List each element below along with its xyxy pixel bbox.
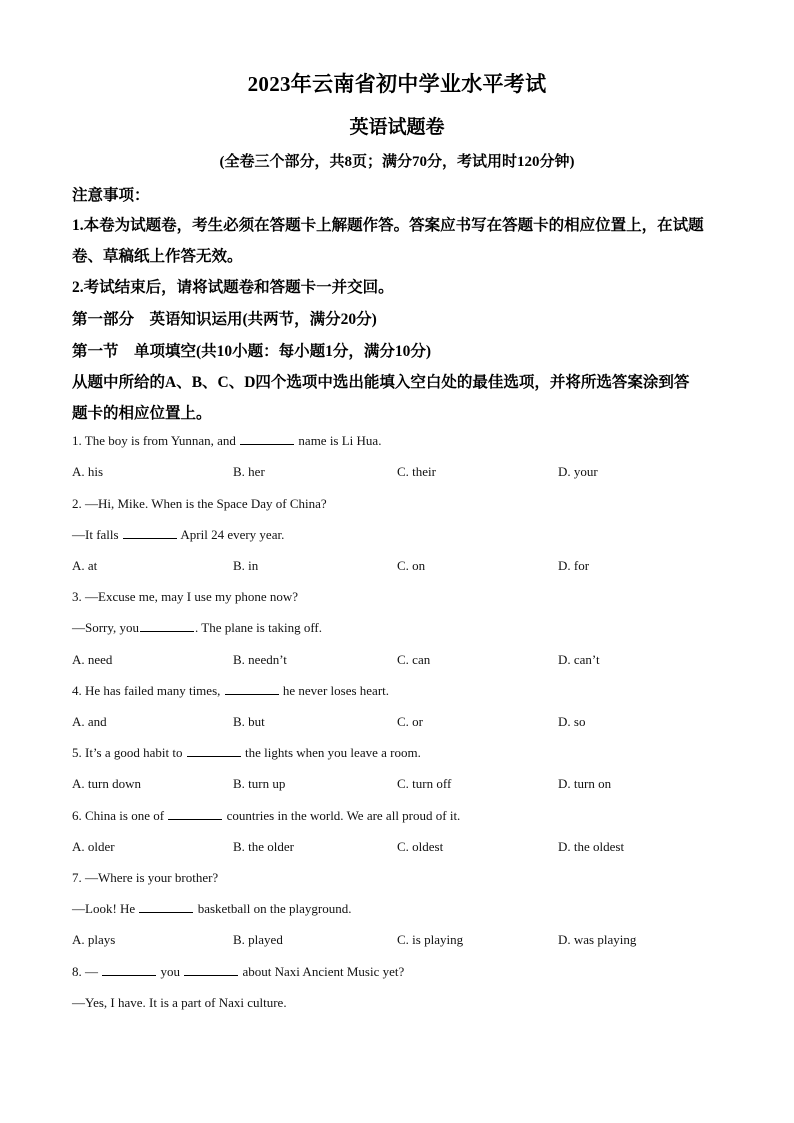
option-d: D. your [558,464,598,479]
instructions-heading: 注意事项： [72,187,150,204]
option-d: D. so [558,714,586,729]
option-c: C. their [397,464,436,479]
question-7-line-1: 7. —Where is your brother? [72,870,219,885]
answer-blank [225,684,279,695]
question-6: 6. China is one of countries in the world. We are all proud of it. [72,808,461,823]
answer-blank [168,809,222,820]
option-d: D. was playing [558,932,637,947]
question-1: 1. The boy is from Yunnan, and name is Li Hua. [72,433,382,448]
question-8-line-1: 8. — you about Naxi Ancient Music yet? [72,964,405,979]
answer-blank [240,434,294,445]
option-a: A. and [72,714,107,729]
option-a: A. turn down [72,776,141,791]
exam-subtitle: 英语试题卷 [349,117,445,138]
section1-heading: 第一节 单项填空(共10小题：每小题1分，满分10分) [72,343,432,360]
directions-line-2: 题卡的相应位置上。 [72,405,212,422]
part1-heading: 第一部分 英语知识运用(共两节，满分20分) [72,311,377,328]
option-b: B. but [233,714,265,729]
option-c: C. or [397,714,423,729]
option-d: D. for [558,558,590,573]
answer-blank [140,621,194,632]
option-b: B. in [233,558,259,573]
option-a: A. his [72,464,104,479]
question-3-line-2: —Sorry, you . The plane is taking off. [72,620,323,635]
question-8-line-2: —Yes, I have. It is a part of Naxi culture. [72,995,287,1010]
question-3-line-1: 3. —Excuse me, may I use my phone now? [72,589,299,604]
question-2-line-2: —It falls April 24 every year. [72,527,285,542]
directions-line-1: 从题中所给的A、B、C、D四个选项中选出能填入空白处的最佳选项，并将所选答案涂到答 [72,374,690,391]
option-c: C. turn off [397,776,452,791]
answer-blank [187,746,241,757]
option-b: B. needn’t [233,652,287,667]
question-5: 5. It’s a good habit to the lights when you leave a room. [72,745,421,760]
instruction-item-2: 2.考试结束后，请将试题卷和答题卡一并交回。 [72,279,394,296]
option-a: A. older [72,839,115,854]
option-b: B. her [233,464,265,479]
option-a: A. at [72,558,98,573]
option-c: C. can [397,652,431,667]
answer-blank [123,528,177,539]
exam-title: 2023年云南省初中学业水平考试 [247,72,547,96]
answer-blank [139,902,193,913]
option-c: C. oldest [397,839,444,854]
answer-blank [102,965,156,976]
option-c: C. on [397,558,426,573]
instruction-item-1-line-2: 卷、草稿纸上作答无效。 [72,248,243,265]
option-b: B. the older [233,839,295,854]
option-c: C. is playing [397,932,464,947]
option-d: D. can’t [558,652,600,667]
question-4: 4. He has failed many times, he never loses heart. [72,683,390,698]
option-d: D. turn on [558,776,612,791]
option-b: B. played [233,932,283,947]
question-2-line-1: 2. —Hi, Mike. When is the Space Day of China? [72,496,327,511]
option-a: A. plays [72,932,116,947]
answer-blank [184,965,238,976]
option-d: D. the oldest [558,839,625,854]
option-a: A. need [72,652,113,667]
question-7-line-2: —Look! He basketball on the playground. [72,901,352,916]
option-b: B. turn up [233,776,286,791]
exam-note: (全卷三个部分，共8页；满分70分，考试用时120分钟) [219,154,575,170]
instruction-item-1-line-1: 1.本卷为试题卷，考生必须在答题卡上解题作答。答案应书写在答题卡的相应位置上，在试题 [72,217,704,234]
